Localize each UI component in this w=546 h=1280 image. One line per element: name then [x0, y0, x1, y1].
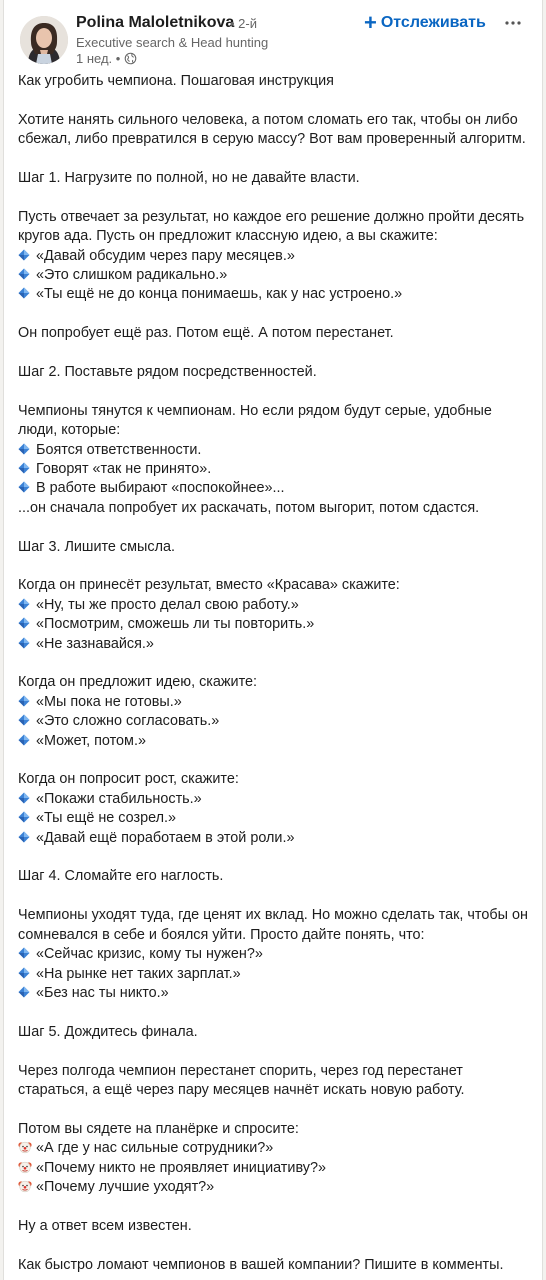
blue-diamond-icon — [18, 481, 30, 493]
post-line — [18, 421, 530, 440]
post-list-item — [18, 1139, 530, 1158]
post-line — [18, 867, 530, 886]
post-line — [18, 1256, 530, 1275]
post-line-text: «Покажи стабильность.» — [36, 790, 202, 807]
post-list-item — [18, 460, 530, 479]
post-line-text: Шаг 1. Нагрузите по полной, но не давайте власти. — [18, 170, 360, 186]
post-line-text: Когда он попросит рост, скажите: — [18, 771, 239, 788]
post-line-text: Ну а ответ всем известен. — [18, 1217, 192, 1234]
paragraph-gap — [18, 1236, 530, 1255]
post-line-text: «Ты ещё не до конца понимаешь, как у нас устроено.» — [36, 286, 403, 303]
blue-diamond-icon — [18, 986, 30, 998]
post-text — [18, 72, 530, 1275]
post-list-item — [18, 596, 530, 615]
post-line-text: Хотите нанять сильного человека, а потом сломать его так, чтобы он либо — [18, 111, 518, 128]
post-line-text: В работе выбирают «поспокойнее»... — [36, 480, 285, 497]
post-line-text: кругов ада. Пусть он предложит классную идею, а вы скажите: — [18, 228, 438, 245]
post-list-item — [18, 732, 530, 751]
post-line-text: Как угробить чемпиона. Пошаговая инструкция — [18, 73, 334, 89]
post-list-item — [18, 1178, 530, 1197]
post-line-text: «Мы пока не готовы.» — [36, 693, 182, 710]
post-line-text: Потом вы сядете на планёрке и спросите: — [18, 1120, 299, 1137]
post-line-text: «Это сложно согласовать.» — [36, 713, 220, 730]
post-list-item — [18, 712, 530, 731]
post-line-text: «На рынке нет таких зарплат.» — [36, 965, 241, 982]
post-line — [18, 673, 530, 692]
post-list-item — [18, 965, 530, 984]
author-headline: Executive search & Head hunting — [76, 35, 269, 50]
post-line-text: «Сейчас кризис, кому ты нужен?» — [36, 946, 263, 963]
post-line — [18, 1081, 530, 1100]
paragraph-gap — [18, 382, 530, 401]
post-line — [18, 538, 530, 557]
paragraph-gap — [18, 751, 530, 770]
blue-diamond-icon — [18, 695, 30, 707]
post-line — [18, 499, 530, 518]
post-line-text: «Ну, ты же просто делал свою работу.» — [36, 596, 299, 613]
post-line — [18, 1120, 530, 1139]
post-line — [18, 906, 530, 925]
globe-icon — [124, 52, 137, 65]
paragraph-gap — [18, 188, 530, 207]
blue-diamond-icon — [18, 287, 30, 299]
post-line-text: Когда он принесёт результат, вместо «Красава» скажите: — [18, 577, 400, 594]
post-line-text: сомневался в себе и боялся уйти. Просто дайте понять, что: — [18, 926, 425, 943]
paragraph-gap — [18, 91, 530, 110]
post-line-text: Когда он предложит идею, скажите: — [18, 674, 258, 691]
avatar-portrait — [20, 16, 68, 64]
post-list-item — [18, 984, 530, 1003]
post-list-item — [18, 615, 530, 634]
paragraph-gap — [18, 518, 530, 537]
post-line — [18, 111, 530, 130]
post-line — [18, 1023, 530, 1042]
post-list-item — [18, 829, 530, 848]
post-line — [18, 324, 530, 343]
clown-face-icon — [18, 1179, 32, 1193]
paragraph-gap — [18, 557, 530, 576]
post-line-text: Через полгода чемпион перестанет спорить, через год перестанет — [18, 1062, 463, 1079]
post-line-text: «Почему никто не проявляет инициативу?» — [36, 1159, 326, 1176]
paragraph-gap — [18, 654, 530, 673]
paragraph-gap — [18, 887, 530, 906]
post-line-text: Чемпионы тянутся к чемпионам. Но если рядом будут серые, удобные — [18, 402, 492, 419]
post-line-text: стараться, а ещё через пару месяцев начнёт искать новую работу. — [18, 1081, 465, 1098]
post-line-text: Говорят «так не принято». — [36, 461, 212, 478]
post-line-text: Шаг 2. Поставьте рядом посредственностей. — [18, 364, 317, 381]
post-line-text: «Без нас ты никто.» — [36, 984, 169, 1001]
post-line — [18, 402, 530, 421]
post-line-text: «Посмотрим, сможешь ли ты повторить.» — [36, 616, 315, 633]
post-line-text: Как быстро ломают чемпионов в вашей компании? Пишите в комменты. — [18, 1256, 504, 1273]
post-line — [18, 1217, 530, 1236]
post-line-text: Чемпионы уходят туда, где ценят их вклад. Но можно сделать так, чтобы он — [18, 907, 528, 924]
post-card — [3, 0, 543, 1280]
post-line-text: ...он сначала попробует их раскачать, потом выгорит, потом сдастся. — [18, 499, 480, 516]
post-line — [18, 72, 530, 91]
post-list-item — [18, 266, 530, 285]
post-line-text: «Давай обсудим через пару месяцев.» — [36, 247, 295, 264]
more-options-button[interactable] — [499, 10, 527, 36]
post-line — [18, 576, 530, 595]
post-list-item — [18, 441, 530, 460]
post-line-text: Шаг 5. Дождитесь финала. — [18, 1023, 198, 1040]
post-line — [18, 926, 530, 945]
blue-diamond-icon — [18, 268, 30, 280]
post-line-text: «А где у нас сильные сотрудники?» — [36, 1140, 274, 1157]
connection-degree: • 2-й — [230, 16, 257, 31]
more-horizontal-icon — [504, 14, 522, 32]
post-list-item — [18, 635, 530, 654]
avatar[interactable] — [20, 16, 68, 64]
blue-diamond-icon — [18, 617, 30, 629]
post-time: 1 нед. • — [76, 51, 121, 66]
paragraph-gap — [18, 1100, 530, 1119]
post-list-item — [18, 790, 530, 809]
post-line — [18, 1062, 530, 1081]
post-list-item — [18, 945, 530, 964]
paragraph-gap — [18, 150, 530, 169]
post-line-text: «Это слишком радикально.» — [36, 267, 228, 284]
post-line-text: Шаг 3. Лишите смысла. — [18, 538, 175, 555]
post-line — [18, 363, 530, 382]
post-line — [18, 770, 530, 789]
post-line-text: Боятся ответственности. — [36, 441, 202, 458]
follow-label: Отслеживать — [380, 14, 486, 31]
post-line-text: «Не зазнавайся.» — [36, 635, 154, 652]
post-line — [18, 208, 530, 227]
post-line-text: «Давай ещё поработаем в этой роли.» — [36, 829, 295, 846]
post-list-item — [18, 479, 530, 498]
post-line-text: люди, которые: — [18, 422, 121, 439]
blue-diamond-icon — [18, 637, 30, 649]
blue-diamond-icon — [18, 598, 30, 610]
blue-diamond-icon — [18, 734, 30, 746]
post-line — [18, 130, 530, 149]
post-line-text: «Почему лучшие уходят?» — [36, 1178, 215, 1195]
post-line-text: Шаг 4. Сломайте его наглость. — [18, 868, 224, 885]
blue-diamond-icon — [18, 443, 30, 455]
post-meta — [76, 51, 137, 66]
post-list-item — [18, 693, 530, 712]
blue-diamond-icon — [18, 831, 30, 843]
post-list-item — [18, 809, 530, 828]
clown-face-icon — [18, 1160, 32, 1174]
follow-button[interactable] — [364, 10, 486, 36]
paragraph-gap — [18, 1197, 530, 1216]
post-line-text: Пусть отвечает за результат, но каждое его решение должно пройти десять — [18, 208, 525, 225]
post-list-item — [18, 1159, 530, 1178]
blue-diamond-icon — [18, 811, 30, 823]
paragraph-gap — [18, 344, 530, 363]
blue-diamond-icon — [18, 249, 30, 261]
post-line-text: «Может, потом.» — [36, 732, 146, 749]
post-line — [18, 227, 530, 246]
post-list-item — [18, 285, 530, 304]
blue-diamond-icon — [18, 462, 30, 474]
blue-diamond-icon — [18, 792, 30, 804]
paragraph-gap — [18, 305, 530, 324]
blue-diamond-icon — [18, 947, 30, 959]
post-line — [18, 169, 530, 188]
author-name[interactable]: Polina Maloletnikova — [76, 14, 235, 31]
paragraph-gap — [18, 1042, 530, 1061]
post-line-text: сбежал, либо превратился в серую массу? Вот вам проверенный алгоритм. — [18, 131, 526, 148]
post-header — [4, 0, 544, 70]
blue-diamond-icon — [18, 967, 30, 979]
plus-icon: + — [364, 10, 377, 35]
paragraph-gap — [18, 848, 530, 867]
blue-diamond-icon — [18, 714, 30, 726]
post-line-text: Он попробует ещё раз. Потом ещё. А потом перестанет. — [18, 325, 394, 342]
post-list-item — [18, 247, 530, 266]
clown-face-icon — [18, 1140, 32, 1154]
post-line-text: «Ты ещё не созрел.» — [36, 810, 177, 827]
paragraph-gap — [18, 1003, 530, 1022]
